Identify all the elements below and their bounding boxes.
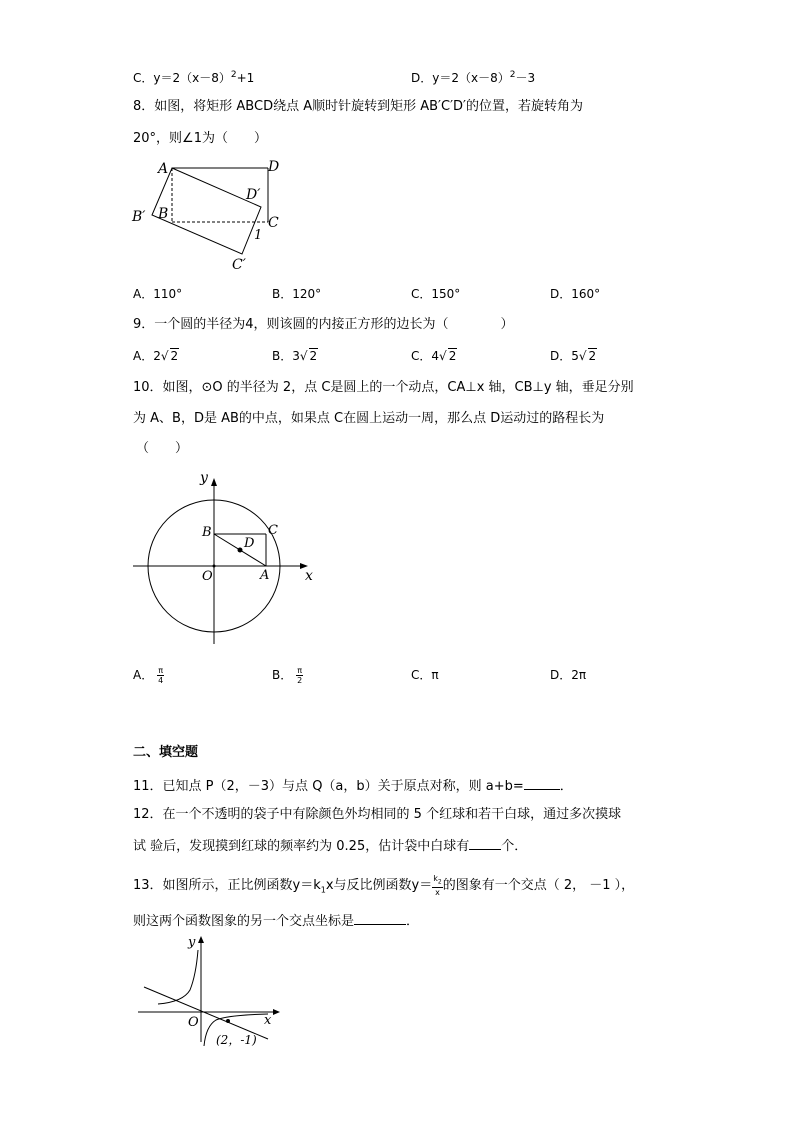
- q7-option-d: [411, 66, 535, 87]
- q13-label-x: x: [264, 1013, 272, 1028]
- q10-option-d: [550, 666, 586, 684]
- q8-line2: 20°，则∠1为（ ）: [133, 131, 267, 146]
- q13-line1: [133, 874, 634, 899]
- q10-option-c-text: π: [431, 668, 439, 682]
- q10-option-a: [133, 666, 164, 685]
- q9-option-c-rad: 2: [448, 349, 457, 363]
- q8-label-one: 1: [254, 228, 263, 243]
- q7-option-c-text: C．y＝2（x－8）: [133, 71, 231, 85]
- q10-option-b: [272, 666, 303, 685]
- q8-rotated-rect: [152, 168, 261, 254]
- q8-label-Cp: C′: [232, 257, 246, 273]
- q9-option-c-label: C．: [411, 349, 432, 363]
- q8-label-Dp: D′: [246, 187, 261, 203]
- q13-sub-1: 1: [320, 885, 326, 895]
- q10-label-A: A: [260, 568, 270, 583]
- q9-option-d: [550, 347, 597, 365]
- q9-text: 9．一个圆的半径为4，则该圆的内接正方形的边长为（ ）: [133, 317, 514, 332]
- q13-line1-c: 的图象有一个交点（ 2， －1 ），: [442, 877, 635, 893]
- q13-frac: [432, 874, 442, 897]
- q13-blank[interactable]: [354, 911, 406, 925]
- q12-blank[interactable]: [469, 836, 501, 850]
- q10-label-C: C: [268, 523, 278, 538]
- q10-option-d-label: D．: [550, 668, 572, 682]
- q8-option-a: A．110°: [133, 287, 183, 301]
- q10-line1: 10．如图，⊙O 的半径为 2，点 C是圆上的一个动点，CA⊥x 轴，CB⊥y 轴，垂足分别: [133, 380, 634, 395]
- q10-label-D: D: [244, 536, 255, 551]
- q13-label-point: (2，-1): [216, 1033, 257, 1047]
- q9-option-b-rad: 2: [309, 349, 318, 363]
- q9-option-d-coef: 5: [571, 349, 579, 363]
- q12-line2-text: 试 验后，发现摸到红球的频率约为 0.25，估计袋中白球有: [133, 839, 470, 854]
- q13-line2-tail: ．: [406, 914, 420, 929]
- q9-option-a-coef: 2: [153, 349, 161, 363]
- q10-line2: 为 A、B，D是 AB的中点，如果点 C在圆上运动一周，那么点 D运动过的路程长为: [133, 411, 605, 426]
- q10-option-c: [411, 666, 439, 684]
- q13-line1-a: 13．如图所示，正比例函数y＝k: [133, 877, 321, 893]
- q9-option-b-coef: 3: [292, 349, 300, 363]
- q7-option-c-tail: +1: [236, 71, 255, 85]
- q11: [133, 776, 573, 796]
- q10-option-d-text: 2π: [571, 668, 587, 682]
- q13-y-arrow: [198, 936, 204, 943]
- q10-option-a-num: π: [158, 666, 164, 675]
- q11-blank[interactable]: [524, 776, 560, 790]
- q7-option-c-sup: 2: [230, 70, 237, 80]
- q13-frac-num-k: k: [433, 874, 438, 883]
- q10-y-arrow: [211, 478, 217, 486]
- q10-option-b-frac: [296, 666, 303, 685]
- q10-figure: [128, 466, 328, 651]
- sqrt-symbol: √ 2: [578, 349, 597, 363]
- q10-line3: （ ）: [136, 441, 189, 456]
- q10-label-y: y: [200, 470, 208, 486]
- q9-option-b: [272, 347, 318, 365]
- q8-option-c: C．150°: [411, 287, 461, 301]
- q10-option-b-label: B．: [272, 668, 293, 682]
- q10-label-B: B: [202, 525, 212, 540]
- sqrt-symbol: √ 2: [160, 349, 179, 363]
- q9-option-a-rad: 2: [170, 349, 179, 363]
- sqrt-symbol: √ 2: [439, 349, 457, 363]
- q10-option-a-label: A．: [133, 668, 154, 682]
- q9-option-b-label: B．: [272, 349, 293, 363]
- q8-figure: [128, 155, 288, 275]
- q8-label-C: C: [268, 215, 279, 231]
- q11-text: 11．已知点 P（2，－3）与点 Q（a，b）关于原点对称，则 a+b=: [133, 779, 524, 794]
- q13-linear-graph: [144, 987, 268, 1039]
- q9-option-a: [133, 347, 179, 365]
- q9-option-d-label: D．: [550, 349, 572, 363]
- q8-label-A: A: [158, 161, 169, 177]
- q9-option-a-label: A．: [133, 349, 154, 363]
- q12-line2-tail: 个．: [501, 839, 528, 854]
- q13-frac-num: [432, 874, 442, 888]
- q13-figure: [128, 930, 288, 1055]
- q10-label-x: x: [305, 568, 313, 584]
- q10-option-a-den: 4: [158, 676, 164, 685]
- q13-frac-den: x: [435, 887, 440, 897]
- q9-option-c: [411, 347, 457, 365]
- q13-intersection-point: [226, 1019, 230, 1023]
- section-title: 二、填空题: [133, 745, 199, 760]
- q7-option-d-tail: －3: [515, 71, 536, 85]
- q13-frac-num-sub: 2: [437, 878, 442, 886]
- sqrt-symbol: √ 2: [299, 349, 318, 363]
- q13-line1-b: x与反比例函数y＝: [325, 877, 433, 893]
- q12-line1: 12．在一个不透明的袋子中有除颜色外均相同的 5 个红球和若干白球，通过多次摸球: [133, 807, 622, 822]
- q8-label-B: B: [158, 206, 169, 222]
- q10-point-d: [238, 548, 243, 553]
- q10-point-o: [213, 565, 216, 568]
- q12-line2: [133, 836, 527, 856]
- q8-option-b: B．120°: [272, 287, 322, 301]
- q10-option-b-den: 2: [297, 676, 303, 685]
- q7-option-d-text: D．y＝2（x－8）: [411, 71, 510, 85]
- q8-line1: 8．如图，将矩形 ABCD绕点 A顺时针旋转到矩形 AB′C′D′的位置，若旋转角为: [133, 99, 583, 114]
- q8-option-d: D．160°: [550, 287, 601, 301]
- q8-label-D: D: [268, 159, 280, 175]
- q10-label-O: O: [202, 569, 213, 584]
- q10-option-b-num: π: [297, 666, 303, 675]
- q10-option-c-label: C．: [411, 668, 432, 682]
- q7-option-d-sup: 2: [509, 70, 516, 80]
- q13-x-arrow: [273, 1009, 280, 1015]
- q7-option-c: [133, 66, 254, 87]
- q13-label-y: y: [188, 935, 196, 950]
- q10-option-a-frac: [157, 666, 164, 685]
- q13-line2: [133, 911, 419, 931]
- q8-label-Bp: B′: [132, 209, 146, 225]
- q11-tail: ．: [559, 779, 573, 794]
- q9-option-c-coef: 4: [431, 349, 440, 363]
- q13-line2-text: 则这两个函数图象的另一个交点坐标是: [133, 914, 355, 929]
- q9-option-d-rad: 2: [588, 349, 597, 363]
- q13-label-O: O: [188, 1015, 199, 1030]
